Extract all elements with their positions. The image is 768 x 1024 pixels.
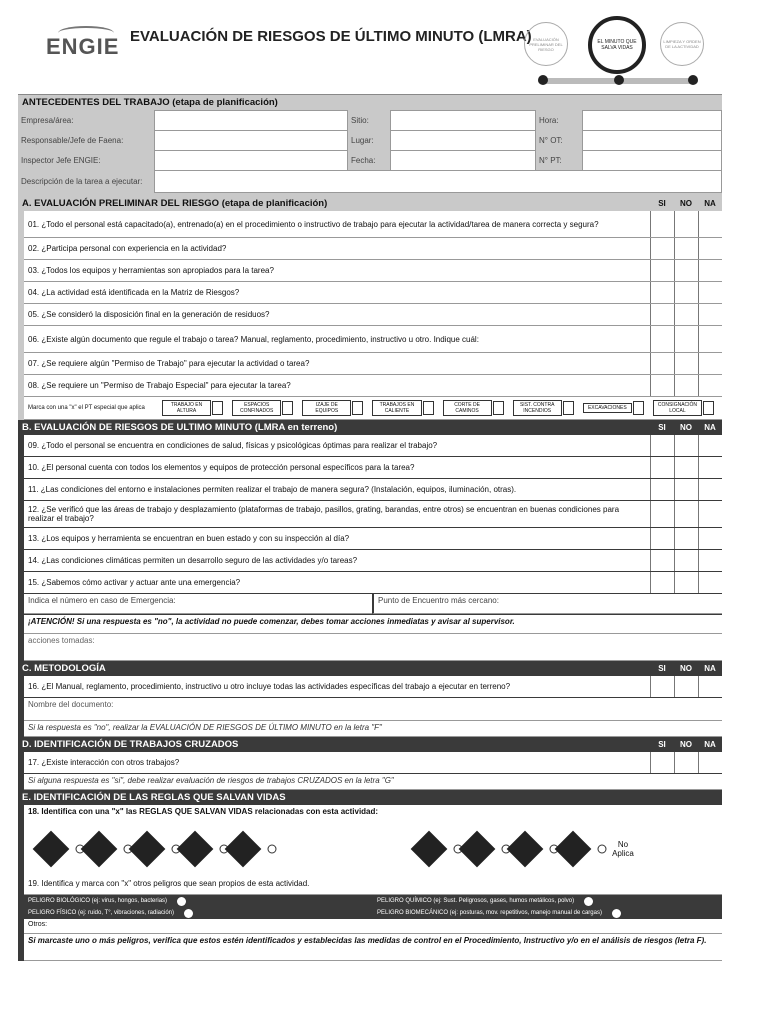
section-d-note: Si alguna respuesta es "si", debe realizar evaluación de riesgos de trabajos CRUZADOS en la letra "G"	[24, 774, 722, 790]
question-text: 13. ¿Los equipos y herramienta se encuentran en buen estado y con su inspección al día?	[24, 528, 650, 549]
label-inspector: Inspector Jefe ENGIE:	[18, 151, 155, 171]
question-row	[24, 457, 722, 479]
answer-na[interactable]	[698, 238, 722, 259]
peligro-label: PELIGRO FÍSICO (ej: ruido, T°, vibraciones, radiación)	[28, 910, 175, 916]
question-text: 14. ¿Las condiciones climáticas permiten un desarrollo seguro de las actividades y/o tareas?	[24, 550, 650, 571]
answer-no[interactable]	[674, 238, 698, 259]
otros-field[interactable]: Otros:	[24, 919, 722, 934]
question-text: 11. ¿Las condiciones del entorno e instalaciones permiten realizar el trabajo de manera segura? (Instalación, equipos, iluminación, otras).	[24, 479, 650, 500]
question-row	[24, 326, 722, 353]
answer-na[interactable]	[698, 676, 722, 697]
emergency-field[interactable]: Indica el número en caso de Emergencia:	[24, 594, 372, 614]
answer-si[interactable]	[650, 572, 674, 593]
pt-label: Marca con una "x" el PT especial que aplica	[28, 405, 145, 411]
field-hora[interactable]	[583, 111, 722, 131]
answer-na[interactable]	[698, 326, 722, 352]
answer-no[interactable]	[674, 457, 698, 478]
question-row	[24, 752, 722, 774]
col-no: NO	[680, 199, 692, 208]
rule-icon[interactable]	[555, 831, 592, 868]
section-a-title	[18, 196, 722, 211]
pt-chip: TRABAJO EN ALTURA	[162, 400, 211, 416]
peligro-biologico	[24, 897, 373, 906]
info-row	[18, 131, 722, 151]
pt-checkbox[interactable]	[212, 401, 223, 415]
answer-si[interactable]	[650, 501, 674, 527]
label-fecha: Fecha:	[348, 151, 391, 171]
answer-na[interactable]	[698, 479, 722, 500]
field-inspector[interactable]	[155, 151, 348, 171]
label-ot: N° OT:	[536, 131, 583, 151]
rule-icon[interactable]	[81, 831, 118, 868]
circle-limpieza	[660, 22, 704, 66]
answer-si[interactable]	[650, 282, 674, 303]
peligro-label: PELIGRO BIOMECÁNICO (ej: posturas, mov. repetitivos, manejo manual de cargas)	[377, 910, 602, 916]
peligros-row	[24, 907, 722, 919]
meeting-point-field[interactable]: Punto de Encuentro más cercano:	[372, 594, 722, 614]
info-row	[18, 111, 722, 131]
answer-si[interactable]	[650, 550, 674, 571]
answer-na[interactable]	[698, 282, 722, 303]
section-d-columns	[650, 737, 722, 752]
answer-no[interactable]	[674, 260, 698, 281]
pt-chip: CORTE DE CAMINOS	[443, 400, 492, 416]
answer-si[interactable]	[650, 326, 674, 352]
section-a-columns	[650, 196, 722, 211]
answer-no[interactable]	[674, 676, 698, 697]
info-row	[18, 171, 722, 193]
answer-si[interactable]	[650, 260, 674, 281]
section-d-body	[18, 752, 722, 790]
pt-chip: CONSIGNACIÓN LOCAL	[653, 400, 702, 416]
answer-no[interactable]	[674, 304, 698, 325]
answer-na[interactable]	[698, 752, 722, 773]
antecedentes-block	[18, 110, 722, 196]
field-lugar[interactable]	[391, 131, 536, 151]
pt-chip: ESPACIOS CONFINADOS	[232, 400, 281, 416]
form-header	[18, 12, 722, 95]
question-text: 06. ¿Existe algún documento que regule el trabajo o tarea? Manual, reglamento, procedimiento, instructivo u otro. Indique cuál:	[24, 326, 650, 352]
answer-no[interactable]	[674, 211, 698, 237]
col-no: NO	[680, 664, 692, 673]
answer-no[interactable]	[674, 528, 698, 549]
question-row	[24, 353, 722, 375]
question-text: 02. ¿Participa personal con experiencia en la actividad?	[24, 238, 650, 259]
answer-si[interactable]	[650, 528, 674, 549]
pt-checkbox[interactable]	[493, 401, 504, 415]
question-row	[24, 375, 722, 397]
field-fecha[interactable]	[391, 151, 536, 171]
emergency-row	[24, 594, 722, 615]
rule-radio[interactable]	[597, 845, 606, 854]
col-na: NA	[704, 199, 716, 208]
question-row	[24, 676, 722, 698]
rule-icon[interactable]	[225, 831, 262, 868]
answer-na[interactable]	[698, 572, 722, 593]
col-no: NO	[680, 423, 692, 432]
rule-icon[interactable]	[33, 831, 70, 868]
peligro-radio[interactable]	[184, 909, 193, 918]
section-e-body	[18, 805, 722, 961]
answer-na[interactable]	[698, 260, 722, 281]
answer-na[interactable]	[698, 550, 722, 571]
question-text: 15. ¿Sabemos cómo activar y actuar ante una emergencia?	[24, 572, 650, 593]
pt-checkbox[interactable]	[352, 401, 363, 415]
q18-text: 18. Identifica con una "x" las REGLAS QUE SALVAN VIDAS relacionadas con esta actividad:	[24, 805, 722, 821]
question-row	[24, 282, 722, 304]
pt-checkbox[interactable]	[633, 401, 644, 415]
peligro-label: PELIGRO BIOLÓGICO (ej: virus, hongos, bacterias)	[28, 898, 168, 904]
label-pt: N° PT:	[536, 151, 583, 171]
answer-no[interactable]	[674, 353, 698, 374]
answer-na[interactable]	[698, 353, 722, 374]
answer-si[interactable]	[650, 375, 674, 396]
answer-na[interactable]	[698, 457, 722, 478]
answer-na[interactable]	[698, 528, 722, 549]
field-ot[interactable]	[583, 131, 722, 151]
question-text: 04. ¿La actividad está identificada en la Matriz de Riesgos?	[24, 282, 650, 303]
question-row	[24, 260, 722, 282]
timeline-dot	[688, 75, 698, 85]
actions-field[interactable]: acciones tomadas:	[24, 634, 722, 661]
question-row	[24, 528, 722, 550]
answer-no[interactable]	[674, 375, 698, 396]
timeline-bar	[538, 78, 698, 84]
stopwatch-icon	[588, 16, 646, 74]
answer-na[interactable]	[698, 501, 722, 527]
pt-checkbox[interactable]	[703, 401, 714, 415]
question-row	[24, 479, 722, 501]
answer-no[interactable]	[674, 572, 698, 593]
col-si: SI	[658, 199, 666, 208]
label-responsable: Responsable/Jefe de Faena:	[18, 131, 155, 151]
section-a-label: A. EVALUACIÓN PRELIMINAR DEL RIESGO (etapa de planificación)	[22, 198, 328, 209]
circle-preliminar	[524, 22, 568, 66]
circle-center-label: EL MINUTO QUE SALVA VIDAS	[597, 39, 637, 51]
timeline-dot	[538, 75, 548, 85]
rule-icon[interactable]	[411, 831, 448, 868]
peligro-radio[interactable]	[177, 897, 186, 906]
col-si: SI	[658, 740, 666, 749]
section-b-label: B. EVALUACIÓN DE RIESGOS DE ULTIMO MINUTO (LMRA en terreno)	[22, 422, 338, 433]
question-text: 07. ¿Se requiere algún "Permiso de Trabajo" para ejecutar la actividad o tarea?	[24, 353, 650, 374]
pt-especial-row	[24, 397, 722, 420]
peligro-radio[interactable]	[612, 909, 621, 918]
question-row	[24, 304, 722, 326]
question-row	[24, 572, 722, 594]
answer-no[interactable]	[674, 752, 698, 773]
pt-chip: TRABAJOS EN CALIENTE	[372, 400, 421, 416]
pt-chip: IZAJE DE EQUIPOS	[302, 400, 351, 416]
section-c-note: Si la respuesta es "no", realizar la EVALUACIÓN DE RIESGOS DE ÚLTIMO MINUTO en la letra "F"	[24, 721, 722, 737]
answer-na[interactable]	[698, 211, 722, 237]
section-d-title	[18, 737, 722, 752]
question-row	[24, 550, 722, 572]
warning-text: ¡ATENCIÓN! Si una respuesta es "no", la actividad no puede comenzar, debes tomar acciones inmediatas y avisar al supervisor.	[24, 615, 722, 634]
section-b-title	[18, 420, 722, 435]
label-empresa: Empresa/área:	[18, 111, 155, 131]
col-na: NA	[704, 664, 716, 673]
section-a-questions	[18, 211, 722, 420]
label-descripcion: Descripción de la tarea a ejecutar:	[18, 171, 155, 193]
answer-si[interactable]	[650, 752, 674, 773]
form-title: EVALUACIÓN DE RIESGOS DE ÚLTIMO MINUTO (LMRA)	[130, 28, 532, 45]
peligros-row	[24, 895, 722, 907]
rules-icons	[24, 821, 722, 877]
col-no: NO	[680, 740, 692, 749]
field-responsable[interactable]	[155, 131, 348, 151]
col-na: NA	[704, 423, 716, 432]
rule-icon[interactable]	[129, 831, 166, 868]
answer-si[interactable]	[650, 211, 674, 237]
answer-si[interactable]	[650, 479, 674, 500]
circle-limpieza-label: LIMPIEZA Y ORDEN DE LA ACTIVIDAD	[663, 39, 701, 49]
question-row	[24, 211, 722, 238]
question-row	[24, 501, 722, 528]
answer-si[interactable]	[650, 304, 674, 325]
answer-no[interactable]	[674, 501, 698, 527]
label-hora: Hora:	[536, 111, 583, 131]
peligro-biomecanico	[373, 909, 722, 918]
rule-radio[interactable]	[267, 845, 276, 854]
document-name-field[interactable]: Nombre del documento:	[24, 698, 722, 721]
col-si: SI	[658, 423, 666, 432]
question-row	[24, 435, 722, 457]
engie-logo: ENGIE	[46, 34, 120, 59]
antecedentes-table	[18, 110, 722, 193]
final-note: Si marcaste uno o más peligros, verifica que estos estén identificados y establecidas las medidas de control en el Procedimiento, Instructivo y/o en el análisis de riesgos (letra F).	[24, 934, 722, 961]
field-sitio[interactable]	[391, 111, 536, 131]
answer-no[interactable]	[674, 282, 698, 303]
peligro-fisico	[24, 909, 373, 918]
answer-si[interactable]	[650, 435, 674, 456]
question-text: 09. ¿Todo el personal se encuentra en condiciones de salud, físicas y psicológicas óptimas para realizar el trabajo?	[24, 435, 650, 456]
answer-si[interactable]	[650, 238, 674, 259]
pt-checkbox[interactable]	[282, 401, 293, 415]
pt-chip: EXCAVACIONES	[583, 403, 632, 413]
question-row	[24, 238, 722, 260]
field-descripcion[interactable]	[155, 171, 722, 193]
question-text: 01. ¿Todo el personal está capacitado(a), entrenado(a) en el procedimiento o instructivo de trabajo para ejecutar la actividad/tarea de manera correcta y segura?	[24, 211, 650, 237]
question-text: 12. ¿Se verificó que las áreas de trabajo y desplazamiento (plataformas de trabajo, pasillos, grating, barandas, entre otros) se encuentran en buenas condiciones para realizar el trabajo?	[24, 501, 650, 527]
section-b-questions	[18, 435, 722, 661]
col-na: NA	[704, 740, 716, 749]
antecedentes-title: ANTECEDENTES DEL TRABAJO (etapa de planificación)	[18, 95, 722, 110]
answer-no[interactable]	[674, 479, 698, 500]
pt-chip: SIST. CONTRA INCENDIOS	[513, 400, 562, 416]
section-d-label: D. IDENTIFICACIÓN DE TRABAJOS CRUZADOS	[22, 739, 239, 750]
timeline-dot	[614, 75, 624, 85]
answer-si[interactable]	[650, 353, 674, 374]
info-row	[18, 151, 722, 171]
no-aplica-label[interactable]: No Aplica	[612, 840, 634, 858]
label-lugar: Lugar:	[348, 131, 391, 151]
circle-preliminar-label: EVALUACIÓN PRELIMINAR DEL RIESGO	[529, 36, 563, 52]
section-c-columns	[650, 661, 722, 676]
peligro-radio[interactable]	[584, 897, 593, 906]
answer-no[interactable]	[674, 550, 698, 571]
field-pt[interactable]	[583, 151, 722, 171]
section-b-columns	[650, 420, 722, 435]
rule-icon[interactable]	[507, 831, 544, 868]
pt-checkbox[interactable]	[423, 401, 434, 415]
answer-na[interactable]	[698, 304, 722, 325]
question-text: 08. ¿Se requiere un "Permiso de Trabajo Especial" para ejecutar la tarea?	[24, 375, 650, 396]
rule-icon[interactable]	[177, 831, 214, 868]
section-e-title: E. IDENTIFICACIÓN DE LAS REGLAS QUE SALVAN VIDAS	[18, 790, 722, 805]
section-c-label: C. METODOLOGÍA	[22, 663, 106, 674]
question-text: 17. ¿Existe interacción con otros trabajos?	[24, 752, 650, 773]
section-c-title	[18, 661, 722, 676]
question-text: 10. ¿El personal cuenta con todos los elementos y equipos de protección personal específicos para la tarea?	[24, 457, 650, 478]
answer-no[interactable]	[674, 435, 698, 456]
question-text: 05. ¿Se consideró la disposición final en la generación de residuos?	[24, 304, 650, 325]
field-empresa[interactable]	[155, 111, 348, 131]
answer-no[interactable]	[674, 326, 698, 352]
answer-na[interactable]	[698, 435, 722, 456]
label-sitio: Sitio:	[348, 111, 391, 131]
answer-si[interactable]	[650, 676, 674, 697]
q19-text: 19. Identifica y marca con "x" otros peligros que sean propios de esta actividad.	[24, 877, 722, 895]
lmra-form	[18, 12, 722, 1024]
question-text: 03. ¿Todos los equipos y herramientas son apropiados para la tarea?	[24, 260, 650, 281]
col-si: SI	[658, 664, 666, 673]
peligro-label: PELIGRO QUÍMICO (ej: Sust. Peligrosos, gases, humos metálicos, polvo)	[377, 898, 575, 904]
answer-si[interactable]	[650, 457, 674, 478]
answer-na[interactable]	[698, 375, 722, 396]
peligro-quimico	[373, 897, 722, 906]
question-text: 16. ¿El Manual, reglamento, procedimiento, instructivo u otro incluye todas las actividades específicas del trabajo a ejecutar en terreno?	[24, 676, 650, 697]
rule-icon[interactable]	[459, 831, 496, 868]
section-c-body	[18, 676, 722, 737]
pt-checkbox[interactable]	[563, 401, 574, 415]
